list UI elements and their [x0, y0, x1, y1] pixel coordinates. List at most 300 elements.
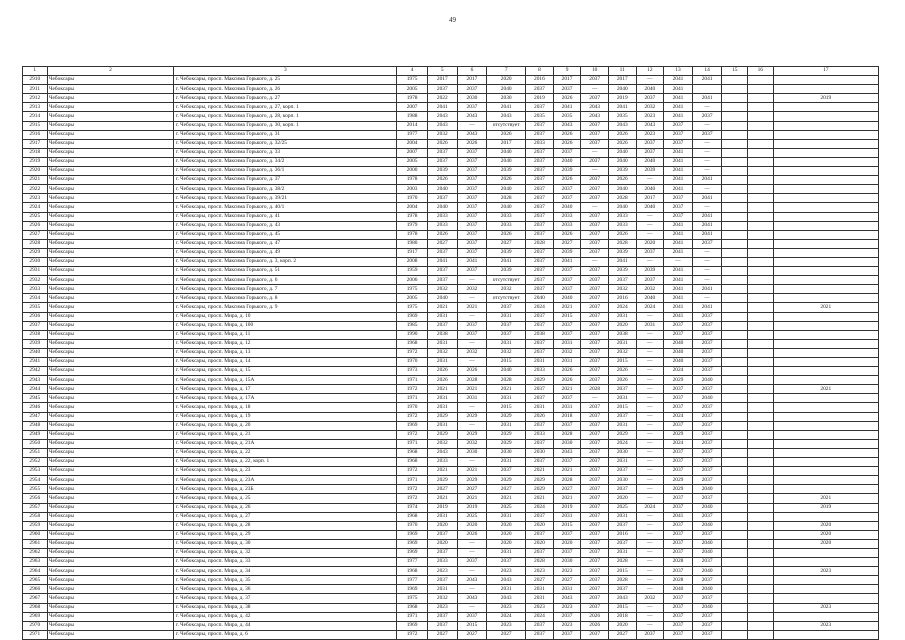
year-cell: 2026	[553, 139, 581, 148]
settlement-cell: Чебоксары	[47, 85, 174, 94]
year-cell: 2021	[427, 385, 457, 394]
year-cell: 2040	[692, 521, 722, 530]
address-cell: г. Чебоксары, просп. Мира, д. 36	[174, 585, 397, 594]
housing-register-table	[22, 66, 879, 640]
year-cell: 2037	[457, 267, 487, 276]
year-cell: 2037	[608, 276, 636, 285]
year-cell: 2040	[636, 157, 664, 166]
year-cell: 2033	[526, 430, 554, 439]
year-cell: 2024	[608, 303, 636, 312]
year-cell: 2043	[608, 121, 636, 130]
year-cell: 2031	[427, 339, 457, 348]
year-cell: 2030	[487, 448, 526, 457]
year-cell: 2019	[608, 94, 636, 103]
year-cell: 2037	[692, 458, 722, 467]
year-cell: 2041	[692, 212, 722, 221]
settlement-cell: Чебоксары	[47, 230, 174, 239]
address-cell: г. Чебоксары, просп. Мира, д. 17А	[174, 394, 397, 403]
year-cell: 2040	[427, 203, 457, 212]
row-number-cell: 2929	[23, 248, 48, 257]
year-cell	[722, 321, 748, 330]
year-cell: 2015	[487, 358, 526, 367]
settlement-cell: Чебоксары	[47, 485, 174, 494]
year-cell	[773, 248, 878, 257]
year-cell	[722, 230, 748, 239]
year-cell: 2037	[457, 221, 487, 230]
year-cell: 2037	[692, 576, 722, 585]
row-number-cell: 2935	[23, 303, 48, 312]
settlement-cell: Чебоксары	[47, 439, 174, 448]
year-cell: 1988	[397, 112, 428, 121]
year-cell: 2031	[608, 312, 636, 321]
table-row	[23, 112, 879, 121]
year-cell: 2043	[427, 121, 457, 130]
year-cell: 2037	[692, 494, 722, 503]
year-cell	[692, 85, 722, 94]
year-cell: 2031	[487, 421, 526, 430]
year-cell: 2017	[487, 139, 526, 148]
table-row	[23, 476, 879, 485]
year-cell	[748, 458, 774, 467]
year-cell: 2033	[553, 221, 581, 230]
year-cell: —	[692, 294, 722, 303]
year-cell: 2041	[664, 76, 693, 85]
year-cell: 2037	[487, 330, 526, 339]
year-cell	[773, 194, 878, 203]
year-cell: —	[636, 485, 664, 494]
year-cell: 2026	[427, 367, 457, 376]
year-cell: 2031	[636, 321, 664, 330]
year-cell: 2038	[608, 330, 636, 339]
year-cell: 2021	[526, 494, 554, 503]
year-cell: —	[636, 458, 664, 467]
settlement-cell: Чебоксары	[47, 412, 174, 421]
year-cell: 1978	[397, 176, 428, 185]
year-cell: 2037	[526, 194, 554, 203]
year-cell: —	[636, 212, 664, 221]
year-cell: —	[636, 412, 664, 421]
year-cell: 2041	[692, 285, 722, 294]
year-cell: 2021	[427, 494, 457, 503]
year-cell: 2037	[553, 394, 581, 403]
year-cell: 2033	[427, 212, 457, 221]
year-cell: —	[581, 203, 609, 212]
year-cell: 2026	[608, 130, 636, 139]
year-cell: 2037	[457, 157, 487, 166]
year-cell: 2026	[581, 612, 609, 621]
year-cell: 2037	[526, 267, 554, 276]
year-cell: отсутствует	[487, 121, 526, 130]
year-cell	[748, 257, 774, 266]
column-header: 5	[427, 67, 457, 76]
year-cell	[722, 330, 748, 339]
year-cell: 2037	[526, 230, 554, 239]
year-cell: 2021	[457, 467, 487, 476]
year-cell: 2041	[692, 221, 722, 230]
address-cell: г. Чебоксары, просп. Мира, д. 33	[174, 558, 397, 567]
table-row	[23, 230, 879, 239]
year-cell: 2030	[608, 448, 636, 457]
year-cell: 2027	[457, 485, 487, 494]
settlement-cell: Чебоксары	[47, 294, 174, 303]
year-cell: 2020	[487, 530, 526, 539]
year-cell	[773, 103, 878, 112]
address-cell: г. Чебоксары, просп. Максима Горького, д. 49	[174, 248, 397, 257]
year-cell: 2037	[608, 539, 636, 548]
year-cell: 2026	[427, 139, 457, 148]
address-cell: г. Чебоксары, просп. Максима Горького, д. 40/1	[174, 203, 397, 212]
year-cell: 2023	[553, 567, 581, 576]
address-cell: г. Чебоксары, просп. Мира, д. 13	[174, 348, 397, 357]
settlement-cell: Чебоксары	[47, 594, 174, 603]
year-cell: —	[636, 312, 664, 321]
settlement-cell: Чебоксары	[47, 612, 174, 621]
address-cell: г. Чебоксары, просп. Мира, д. 17	[174, 385, 397, 394]
settlement-cell: Чебоксары	[47, 467, 174, 476]
year-cell: 2021	[457, 303, 487, 312]
year-cell	[773, 212, 878, 221]
year-cell: 2040	[608, 157, 636, 166]
year-cell: 2032	[427, 285, 457, 294]
year-cell: 2040	[636, 185, 664, 194]
year-cell	[748, 185, 774, 194]
address-cell: г. Чебоксары, просп. Максима Горького, д. 33	[174, 148, 397, 157]
year-cell	[722, 421, 748, 430]
row-number-cell: 2939	[23, 339, 48, 348]
year-cell	[773, 612, 878, 621]
year-cell: 2015	[553, 521, 581, 530]
year-cell: 2037	[664, 503, 693, 512]
table-row	[23, 630, 879, 639]
row-number-cell: 2953	[23, 467, 48, 476]
column-header: 16	[748, 67, 774, 76]
table-row	[23, 94, 879, 103]
year-cell: 2040	[553, 203, 581, 212]
table-row	[23, 167, 879, 176]
year-cell	[773, 467, 878, 476]
year-cell: 2029	[487, 439, 526, 448]
year-cell: 2033	[526, 139, 554, 148]
address-cell: г. Чебоксары, просп. Мира, д. 27	[174, 512, 397, 521]
year-cell: 2037	[664, 630, 693, 639]
year-cell	[748, 558, 774, 567]
year-cell: 2031	[487, 458, 526, 467]
year-cell	[773, 558, 878, 567]
year-cell: 2041	[692, 194, 722, 203]
year-cell: 2037	[692, 512, 722, 521]
year-cell: 1969	[397, 539, 428, 548]
table-row	[23, 285, 879, 294]
year-cell	[773, 594, 878, 603]
year-cell: 2008	[397, 257, 428, 266]
year-cell: 2041	[664, 276, 693, 285]
year-cell: 1969	[397, 312, 428, 321]
year-cell: —	[457, 403, 487, 412]
row-number-cell: 2969	[23, 612, 48, 621]
column-header: 7	[487, 67, 526, 76]
year-cell: 2026	[487, 176, 526, 185]
year-cell	[748, 167, 774, 176]
year-cell: 2037	[553, 267, 581, 276]
year-cell: 2037	[664, 448, 693, 457]
year-cell: 2039	[636, 167, 664, 176]
settlement-cell: Чебоксары	[47, 185, 174, 194]
year-cell: 2037	[581, 194, 609, 203]
year-cell: 2033	[427, 458, 457, 467]
column-header: 14	[692, 67, 722, 76]
year-cell: —	[457, 339, 487, 348]
year-cell: 2041	[664, 85, 693, 94]
year-cell: 2037	[581, 176, 609, 185]
address-cell: г. Чебоксары, просп. Мира, д. 38	[174, 603, 397, 612]
year-cell: 2037	[692, 448, 722, 457]
year-cell: 2019	[773, 94, 878, 103]
year-cell	[773, 267, 878, 276]
year-cell: 1977	[397, 576, 428, 585]
year-cell: —	[636, 539, 664, 548]
column-header: 1	[23, 67, 48, 76]
row-number-cell: 2945	[23, 394, 48, 403]
address-cell: г. Чебоксары, просп. Мира, д. 19	[174, 412, 397, 421]
year-cell: 2037	[692, 358, 722, 367]
column-header: 12	[636, 67, 664, 76]
year-cell: 2037	[692, 239, 722, 248]
year-cell: 2035	[553, 112, 581, 121]
year-cell: 2037	[487, 303, 526, 312]
year-cell: 2015	[608, 567, 636, 576]
year-cell: 2028	[457, 376, 487, 385]
year-cell: 2028	[608, 576, 636, 585]
year-cell: 2037	[526, 176, 554, 185]
year-cell: 2026	[427, 376, 457, 385]
year-cell: 2041	[664, 312, 693, 321]
year-cell	[748, 85, 774, 94]
year-cell	[773, 548, 878, 557]
row-number-cell: 2955	[23, 485, 48, 494]
year-cell: 1971	[397, 612, 428, 621]
year-cell	[773, 430, 878, 439]
year-cell: 2030	[553, 439, 581, 448]
year-cell: 1970	[397, 194, 428, 203]
year-cell: 2037	[692, 339, 722, 348]
year-cell: 2037	[581, 76, 609, 85]
year-cell: 1971	[397, 476, 428, 485]
year-cell: 2039	[608, 248, 636, 257]
year-cell: 2030	[487, 94, 526, 103]
address-cell: г. Чебоксары, просп. Максима Горького, д. 7	[174, 285, 397, 294]
year-cell: 2028	[487, 376, 526, 385]
year-cell: 1973	[397, 367, 428, 376]
year-cell: 2019	[553, 503, 581, 512]
table-row	[23, 530, 879, 539]
table-row	[23, 603, 879, 612]
year-cell: 2031	[553, 403, 581, 412]
table-row	[23, 312, 879, 321]
year-cell	[773, 458, 878, 467]
year-cell: —	[457, 539, 487, 548]
year-cell: —	[457, 421, 487, 430]
year-cell: 2040	[427, 185, 457, 194]
settlement-cell: Чебоксары	[47, 458, 174, 467]
year-cell: 1979	[397, 221, 428, 230]
table-row	[23, 276, 879, 285]
year-cell: 2037	[526, 85, 554, 94]
year-cell: 2027	[526, 576, 554, 585]
year-cell: —	[581, 148, 609, 157]
year-cell: 2037	[664, 330, 693, 339]
year-cell: 2037	[457, 203, 487, 212]
row-number-cell: 2951	[23, 448, 48, 457]
year-cell: 2037	[664, 612, 693, 621]
year-cell: 2041	[487, 103, 526, 112]
year-cell	[748, 339, 774, 348]
year-cell: —	[457, 312, 487, 321]
settlement-cell: Чебоксары	[47, 303, 174, 312]
year-cell: 2031	[427, 585, 457, 594]
row-number-cell: 2965	[23, 576, 48, 585]
year-cell	[748, 594, 774, 603]
year-cell: 2020	[487, 539, 526, 548]
year-cell	[773, 403, 878, 412]
address-cell: г. Чебоксары, просп. Мира, д. 15А	[174, 376, 397, 385]
year-cell: —	[692, 103, 722, 112]
year-cell: 2037	[692, 621, 722, 630]
year-cell: 2031	[553, 358, 581, 367]
year-cell	[773, 221, 878, 230]
year-cell: 2037	[664, 494, 693, 503]
settlement-cell: Чебоксары	[47, 585, 174, 594]
year-cell: —	[692, 248, 722, 257]
year-cell: 2033	[553, 212, 581, 221]
year-cell	[722, 185, 748, 194]
year-cell: 2028	[526, 239, 554, 248]
settlement-cell: Чебоксары	[47, 385, 174, 394]
year-cell: —	[457, 567, 487, 576]
table-row	[23, 539, 879, 548]
year-cell: —	[636, 530, 664, 539]
year-cell: 2037	[581, 248, 609, 257]
address-cell: г. Чебоксары, просп. Мира, д. 29	[174, 530, 397, 539]
year-cell	[722, 103, 748, 112]
year-cell: 2039	[487, 167, 526, 176]
table-row	[23, 403, 879, 412]
year-cell: 2041	[692, 76, 722, 85]
year-cell: 2023	[636, 130, 664, 139]
address-cell: г. Чебоксары, просп. Мира, д. 42	[174, 612, 397, 621]
year-cell: отсутствует	[487, 276, 526, 285]
year-cell: 2037	[664, 530, 693, 539]
year-cell	[748, 603, 774, 612]
settlement-cell: Чебоксары	[47, 239, 174, 248]
year-cell: 2037	[526, 421, 554, 430]
year-cell: 2031	[608, 339, 636, 348]
year-cell	[748, 421, 774, 430]
settlement-cell: Чебоксары	[47, 148, 174, 157]
year-cell: 2033	[427, 558, 457, 567]
year-cell: 2040	[487, 367, 526, 376]
year-cell: 2029	[457, 430, 487, 439]
year-cell: 2037	[692, 439, 722, 448]
year-cell: 2037	[664, 458, 693, 467]
year-cell	[748, 539, 774, 548]
year-cell: 2020	[636, 239, 664, 248]
year-cell: 1972	[397, 385, 428, 394]
year-cell: 2028	[487, 194, 526, 203]
year-cell: 2033	[608, 221, 636, 230]
year-cell: 2025	[457, 512, 487, 521]
year-cell: 2032	[553, 348, 581, 357]
settlement-cell: Чебоксары	[47, 394, 174, 403]
year-cell: 2037	[664, 594, 693, 603]
table-row	[23, 103, 879, 112]
year-cell: 2029	[427, 412, 457, 421]
year-cell	[722, 367, 748, 376]
year-cell: 2037	[692, 312, 722, 321]
column-header: 10	[581, 67, 609, 76]
year-cell	[748, 439, 774, 448]
year-cell: 2029	[457, 476, 487, 485]
year-cell: 1969	[397, 621, 428, 630]
year-cell: 2037	[457, 85, 487, 94]
address-cell: г. Чебоксары, просп. Максима Горького, д. 51	[174, 267, 397, 276]
year-cell	[748, 121, 774, 130]
year-cell: 2029	[664, 376, 693, 385]
year-cell: 2038	[526, 330, 554, 339]
year-cell: 2037	[636, 248, 664, 257]
table-row	[23, 212, 879, 221]
year-cell: 2037	[664, 603, 693, 612]
year-cell: 2026	[553, 376, 581, 385]
year-cell: 2037	[487, 558, 526, 567]
year-cell	[748, 267, 774, 276]
year-cell	[748, 403, 774, 412]
table-row	[23, 367, 879, 376]
year-cell: 2035	[608, 112, 636, 121]
year-cell	[722, 403, 748, 412]
year-cell: 2000	[397, 167, 428, 176]
year-cell: 2023	[427, 603, 457, 612]
address-cell: г. Чебоксары, просп. Максима Горького, д. 32/25	[174, 139, 397, 148]
year-cell: 2020	[773, 530, 878, 539]
settlement-cell: Чебоксары	[47, 112, 174, 121]
year-cell	[773, 348, 878, 357]
year-cell: 2030	[457, 448, 487, 457]
address-cell: г. Чебоксары, просп. Максима Горького, д. 39/21	[174, 194, 397, 203]
year-cell: 1969	[397, 530, 428, 539]
year-cell: 1968	[397, 448, 428, 457]
year-cell: 2037	[457, 558, 487, 567]
year-cell: 2043	[457, 112, 487, 121]
year-cell: 2020	[487, 76, 526, 85]
year-cell: 2026	[608, 176, 636, 185]
table-row	[23, 585, 879, 594]
year-cell: 2037	[526, 339, 554, 348]
address-cell: г. Чебоксары, просп. Мира, д. 30	[174, 539, 397, 548]
year-cell: 1977	[397, 130, 428, 139]
year-cell: 2037	[427, 248, 457, 257]
year-cell: 2041	[664, 303, 693, 312]
year-cell: 2027	[487, 239, 526, 248]
year-cell: 2037	[692, 330, 722, 339]
year-cell: 2031	[526, 585, 554, 594]
year-cell: 2037	[581, 330, 609, 339]
year-cell: 2029	[526, 485, 554, 494]
row-number-cell: 2960	[23, 530, 48, 539]
year-cell: 2017	[636, 194, 664, 203]
year-cell: 1968	[397, 603, 428, 612]
year-cell: 2020	[457, 521, 487, 530]
year-cell	[773, 330, 878, 339]
